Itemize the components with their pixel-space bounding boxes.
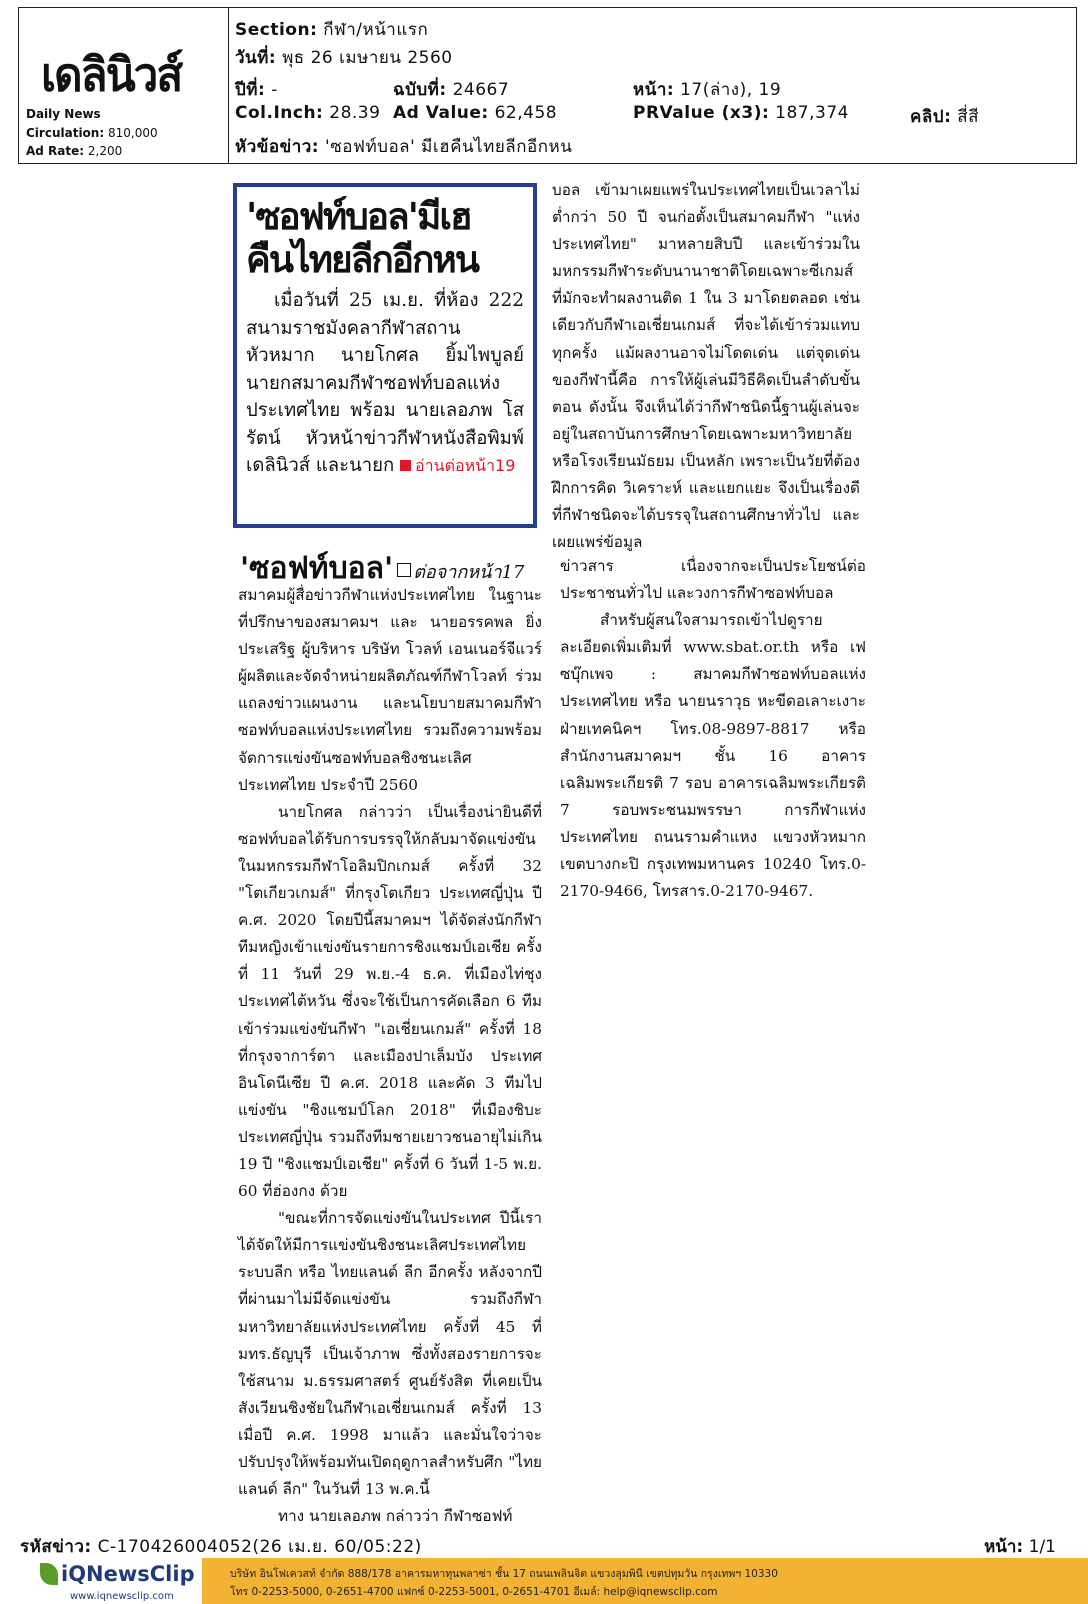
footer-bar — [0, 1558, 1088, 1604]
publication-panel — [19, 8, 229, 163]
company-address: บริษัท อินโฟเควสท์ จำกัด 888/178 อาคารมหาทุนพลาซ่า ชั้น 17 ถนนเพลินจิต แขวงลุมพินี เขตปทุมวัน กรุงเทพฯ 10330 — [230, 1568, 778, 1580]
clip-header — [18, 7, 1077, 164]
box-icon — [397, 563, 411, 577]
publication-name: Daily News — [26, 107, 101, 121]
prvalue-field: PRValue (x3): 187,374 — [633, 103, 849, 123]
paragraph: "ขณะที่การจัดแข่งขันในประเทศ ปีนี้เราได้จัดให้มีการแข่งขันชิงชนะเลิศประเทศไทย ระบบลีก หรือ ไทยแลนด์ ลีก อีกครั้ง หลังจากปีที่ผ่านมาไม่มีจัดแข่งขัน รวมถึงกีฬามหาวิทยาลัยแห่งประเทศไทย ครั้งที่ 45 ที่ มทร.ธัญบุรี เป็นเจ้าภาพ ซึ่งทั้งสองรายการจะใช้สนาม ม.ธรรมศาสตร์ ศูนย์รังสิต ที่เคยเป็นสังเวียนชิงชัยในกีฬาเอเชี่ยนเกมส์ ครั้งที่ 13 เมื่อปี ค.ศ. 1998 มาแล้ว และมั่นใจว่าจะปรับปรุงให้พร้อมทันเปิดฤดูกาลสำหรับศึก "ไทยแลนด์ ลีก" ในวันที่ 13 พ.ค.นี้ — [238, 1209, 542, 1499]
leaf-icon — [40, 1563, 58, 1585]
teaser-headline: 'ซอฟท์บอล'มีเฮ คืนไทยลีกอีกหน — [246, 195, 479, 281]
article-right-column-top — [552, 177, 860, 556]
section-field: Section: กีฬา/หน้าแรก — [235, 20, 429, 40]
colinch-field: Col.Inch: 28.39 — [235, 103, 381, 123]
page-number: หน้า: 1/1 — [984, 1537, 1056, 1557]
date-field: วันที่: พุธ 26 เมษายน 2560 — [235, 48, 453, 68]
issue-field: ฉบับที่: 24667 — [393, 80, 510, 100]
advalue-field: Ad Value: 62,458 — [393, 103, 558, 123]
front-page-teaser — [233, 183, 537, 528]
paragraph: บอล เข้ามาเผยแพร่ในประเทศไทยเป็นเวลาไม่ต่ำกว่า 50 ปี จนก่อตั้งเป็นสมาคมกีฬา "แห่งประเทศไทย" มาหลายสิบปี และเข้าร่วมในมหกรรมกีฬาระดับนานาชาติโดยเฉพาะซีเกมส์ที่มักจะทำผลงานติด 1 ใน 3 มาโดยตลอด เช่นเดียวกับกีฬาเอเชี่ยนเกมส์ ที่จะได้เข้าร่วมแทบทุกครั้ง แม้ผลงานอาจไม่โดดเด่น แต่จุดเด่นของกีฬานี้คือ การให้ผู้เล่นมีวิธีคิดเป็นลำดับขั้นตอน ดังนั้น จึงเห็นได้ว่ากีฬาชนิดนี้ฐานผู้เล่นจะอยู่ในสถาบันการศึกษาโดยเฉพาะมหาวิทยาลัย หรือโรงเรียนมัธยม เป็นหลัก เพราะเป็นวัยที่ต้องฝึกการคิด วิเคราะห์ และแยกแยะ จึงเป็นเรื่องดีที่กีฬาชนิดจะได้บรรจุในสถานศึกษาทั่วไป และเผยแพร่ข้อมูล — [552, 181, 860, 552]
paragraph: สำหรับผู้สนใจสามารถเข้าไปดูรายละเอียดเพิ่มเติมที่ www.sbat.or.th หรือ เฟซบุ๊กเพจ : สมาคมกีฬาซอฟท์บอลแห่งประเทศไทย หรือ นายนราวุธ หะขีดอเลาะเงาะ ฝ่ายเทคนิคฯ โทร.08-9897-8817 หรือสำนักงานสมาคมฯ ชั้น 16 อาคารเฉลิมพระเกียรติ 7 รอบ อาคารเฉลิมพระเกียรติ 7 รอบพระชนมพรรษา การกีฬาแห่งประเทศไทย ถนนรามคำแหง แขวงหัวหมาก เขตบางกะปิ กรุงเทพมหานคร 10240 โทร.0-2170-9466, โทรสาร.0-2170-9467. — [560, 611, 866, 901]
red-square-icon — [400, 460, 411, 471]
paragraph: สมาคมผู้สื่อข่าวกีฬาแห่งประเทศไทย ในฐานะที่ปรึกษาของสมาคมฯ และ นายอรรคพล ยิ่งประเสริฐ ผู้บริหาร บริษัท โวลท์ เอนเนอร์จีแวร์ ผู้ผลิตและจัดจำหน่ายผลิตภัณฑ์กีฬาโวลท์ ร่วมแถลงข่าวแผนงาน และนโยบายสมาคมกีฬาซอฟท์บอลแห่งประเทศไทย รวมถึงความพร้อมจัดการแข่งขันซอฟท์บอลชิงชนะเลิศประเทศไทย ประจำปี 2560 — [238, 586, 542, 794]
contact-strip — [202, 1558, 1088, 1604]
publication-logo: เดลินิวส์ — [41, 48, 182, 103]
ad-rate: Ad Rate: 2,200 — [26, 144, 123, 158]
brand-area — [0, 1558, 202, 1604]
clip-field: คลิป: สี่สี — [910, 107, 980, 127]
paragraph: ทาง นายเลอภพ กล่าวว่า กีฬาซอฟท์ — [278, 1507, 513, 1526]
teaser-body: เมื่อวันที่ 25 เม.ย. ที่ห้อง 222 สนามราชมังคลากีฬาสถาน หัวหมาก นายโกศล ยิ้มไพบูลย์ นายกสมาคมกีฬาซอฟท์บอลแห่งประเทศไทย พร้อม นายเลอภพ โสรัตน์ หัวหน้าข่าวกีฬาหนังสือพิมพ์เดลินิวส์ และนายก อ่านต่อหน้า19 — [246, 290, 524, 476]
headline-field: หัวข้อข่าว: 'ซอฟท์บอล' มีเฮคืนไทยลีกอีกหน — [235, 137, 573, 157]
clip-metadata — [230, 8, 1076, 163]
paragraph: ข่าวสาร เนื่องจากจะเป็นประโยชน์ต่อประชาชนทั่วไป และวงการกีฬาซอฟท์บอล — [560, 557, 866, 603]
company-contact: โทร 0-2253-5000, 0-2651-4700 แฟกซ์ 0-2253-5001, 0-2651-4701 อีเมล์: help@iqnewsclip.com — [230, 1586, 718, 1598]
brand-url: www.iqnewsclip.com — [70, 1591, 174, 1602]
continued-title: 'ซอฟท์บอล' ต่อจากหน้า17 — [240, 551, 525, 586]
continue-reference: อ่านต่อหน้า19 — [400, 456, 515, 475]
year-field: ปีที่: - — [235, 80, 278, 100]
news-code: รหัสข่าว: C-170426004052(26 เม.ย. 60/05:22) — [20, 1537, 422, 1557]
paragraph: นายโกศล กล่าวว่า เป็นเรื่องน่ายินดีที่ซอฟท์บอลได้รับการบรรจุให้กลับมาจัดแข่งขันในมหกรรมกีฬาโอลิมปิกเกมส์ ครั้งที่ 32 "โตเกียวเกมส์" ที่กรุงโตเกียว ประเทศญี่ปุ่น ปี ค.ศ. 2020 โดยปีนี้สมาคมฯ ได้จัดส่งนักกีฬาทีมหญิงเข้าแข่งขันรายการชิงแชมป์เอเชีย ครั้งที่ 11 วันที่ 29 พ.ย.-4 ธ.ค. ที่เมืองไท่ชุง ประเทศไต้หวัน ซึ่งจะใช้เป็นการคัดเลือก 6 ทีมเข้าร่วมแข่งขันกีฬา "เอเชี่ยนเกมส์" ครั้งที่ 18 ที่กรุงจาการ์ตา และเมืองปาเล็มบัง ประเทศอินโดนีเซีย ปี ค.ศ. 2018 และคัด 3 ทีมไปแข่งขัน "ชิงแชมป์โลก 2018" ที่เมืองชิบะ ประเทศญี่ปุ่น รวมถึงทีมชายเยาวชนอายุไม่เกิน 19 ปี "ชิงแชมป์เอเชีย" ครั้งที่ 6 วันที่ 1-5 พ.ย. 60 ที่ฮ่องกง ด้วย — [238, 802, 542, 1201]
circulation: Circulation: 810,000 — [26, 126, 158, 140]
page-field: หน้า: 17(ล่าง), 19 — [633, 80, 782, 100]
article-right-column-bottom — [560, 553, 866, 905]
iqnewsclip-logo: iQNewsClip — [40, 1562, 195, 1586]
article-left-column — [238, 582, 542, 1530]
